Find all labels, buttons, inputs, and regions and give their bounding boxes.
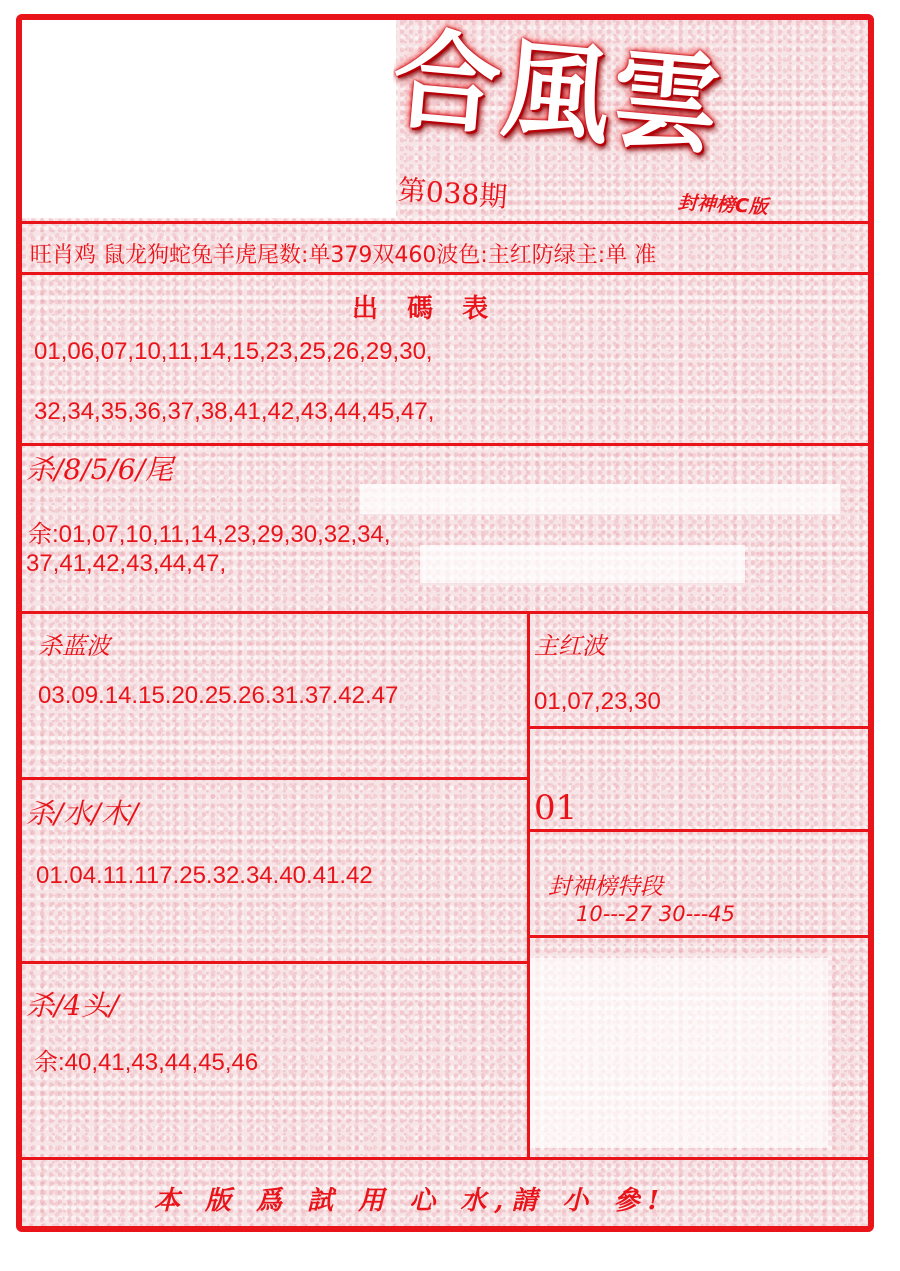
kill-tail-line-2: 37,41,42,43,44,47, bbox=[26, 550, 227, 577]
kill-element-numbers: 01.04.11.117.25.32.34.40.41.42 bbox=[36, 862, 373, 889]
kill-head-numbers: 余:40,41,43,44,45,46 bbox=[34, 1049, 259, 1076]
brand-title: 合風雲 bbox=[387, 15, 728, 171]
divider-left-1 bbox=[22, 777, 530, 780]
special-range: 10---27 30---45 bbox=[576, 902, 736, 926]
kill-element-title: 杀/水/木/ bbox=[26, 797, 139, 830]
divider-kill-tail bbox=[22, 611, 868, 614]
summary-text: 旺肖鸡 鼠龙狗蛇兔羊虎尾数:单379双460波色:主红防绿主:单 准 bbox=[30, 243, 657, 268]
kill-blue-numbers: 03.09.14.15.20.25.26.31.37.42.47 bbox=[38, 682, 399, 709]
redacted-area bbox=[530, 958, 828, 1148]
chuma-line-1: 01,06,07,10,11,14,15,23,25,26,29,30, bbox=[34, 338, 433, 365]
kill-tail-title: 杀/8/5/6/尾 bbox=[26, 453, 174, 486]
redacted-area bbox=[360, 484, 840, 514]
kill-tail-line-1: 余:01,07,10,11,14,23,29,30,32,34, bbox=[28, 521, 391, 548]
issue-number: 第038期 bbox=[396, 173, 509, 214]
edition-label: 封神榜C版 bbox=[677, 191, 769, 219]
single-value: 01 bbox=[534, 788, 578, 828]
divider-right-3 bbox=[527, 935, 868, 938]
footer-note: 本 版 爲 試 用 心 水,請 小 參! bbox=[154, 1186, 667, 1216]
chuma-title: 出 碼 表 bbox=[352, 294, 499, 324]
divider-right-1 bbox=[527, 726, 868, 729]
divider-footer bbox=[22, 1157, 868, 1160]
divider-left-2 bbox=[22, 961, 530, 964]
divider-chuma bbox=[22, 443, 868, 446]
divider-right-2 bbox=[527, 829, 868, 832]
divider-summary bbox=[22, 272, 868, 275]
main-red-numbers: 01,07,23,30 bbox=[534, 688, 661, 715]
redacted-area bbox=[420, 545, 745, 583]
chuma-line-2: 32,34,35,36,37,38,41,42,43,44,45,47, bbox=[34, 398, 435, 425]
special-title: 封神榜特段 bbox=[548, 874, 663, 900]
divider-header bbox=[22, 221, 868, 224]
kill-head-title: 杀/4头/ bbox=[26, 989, 119, 1022]
redacted-logo-area bbox=[22, 20, 396, 218]
kill-blue-title: 杀蓝波 bbox=[38, 632, 110, 660]
main-red-title: 主红波 bbox=[534, 632, 606, 660]
